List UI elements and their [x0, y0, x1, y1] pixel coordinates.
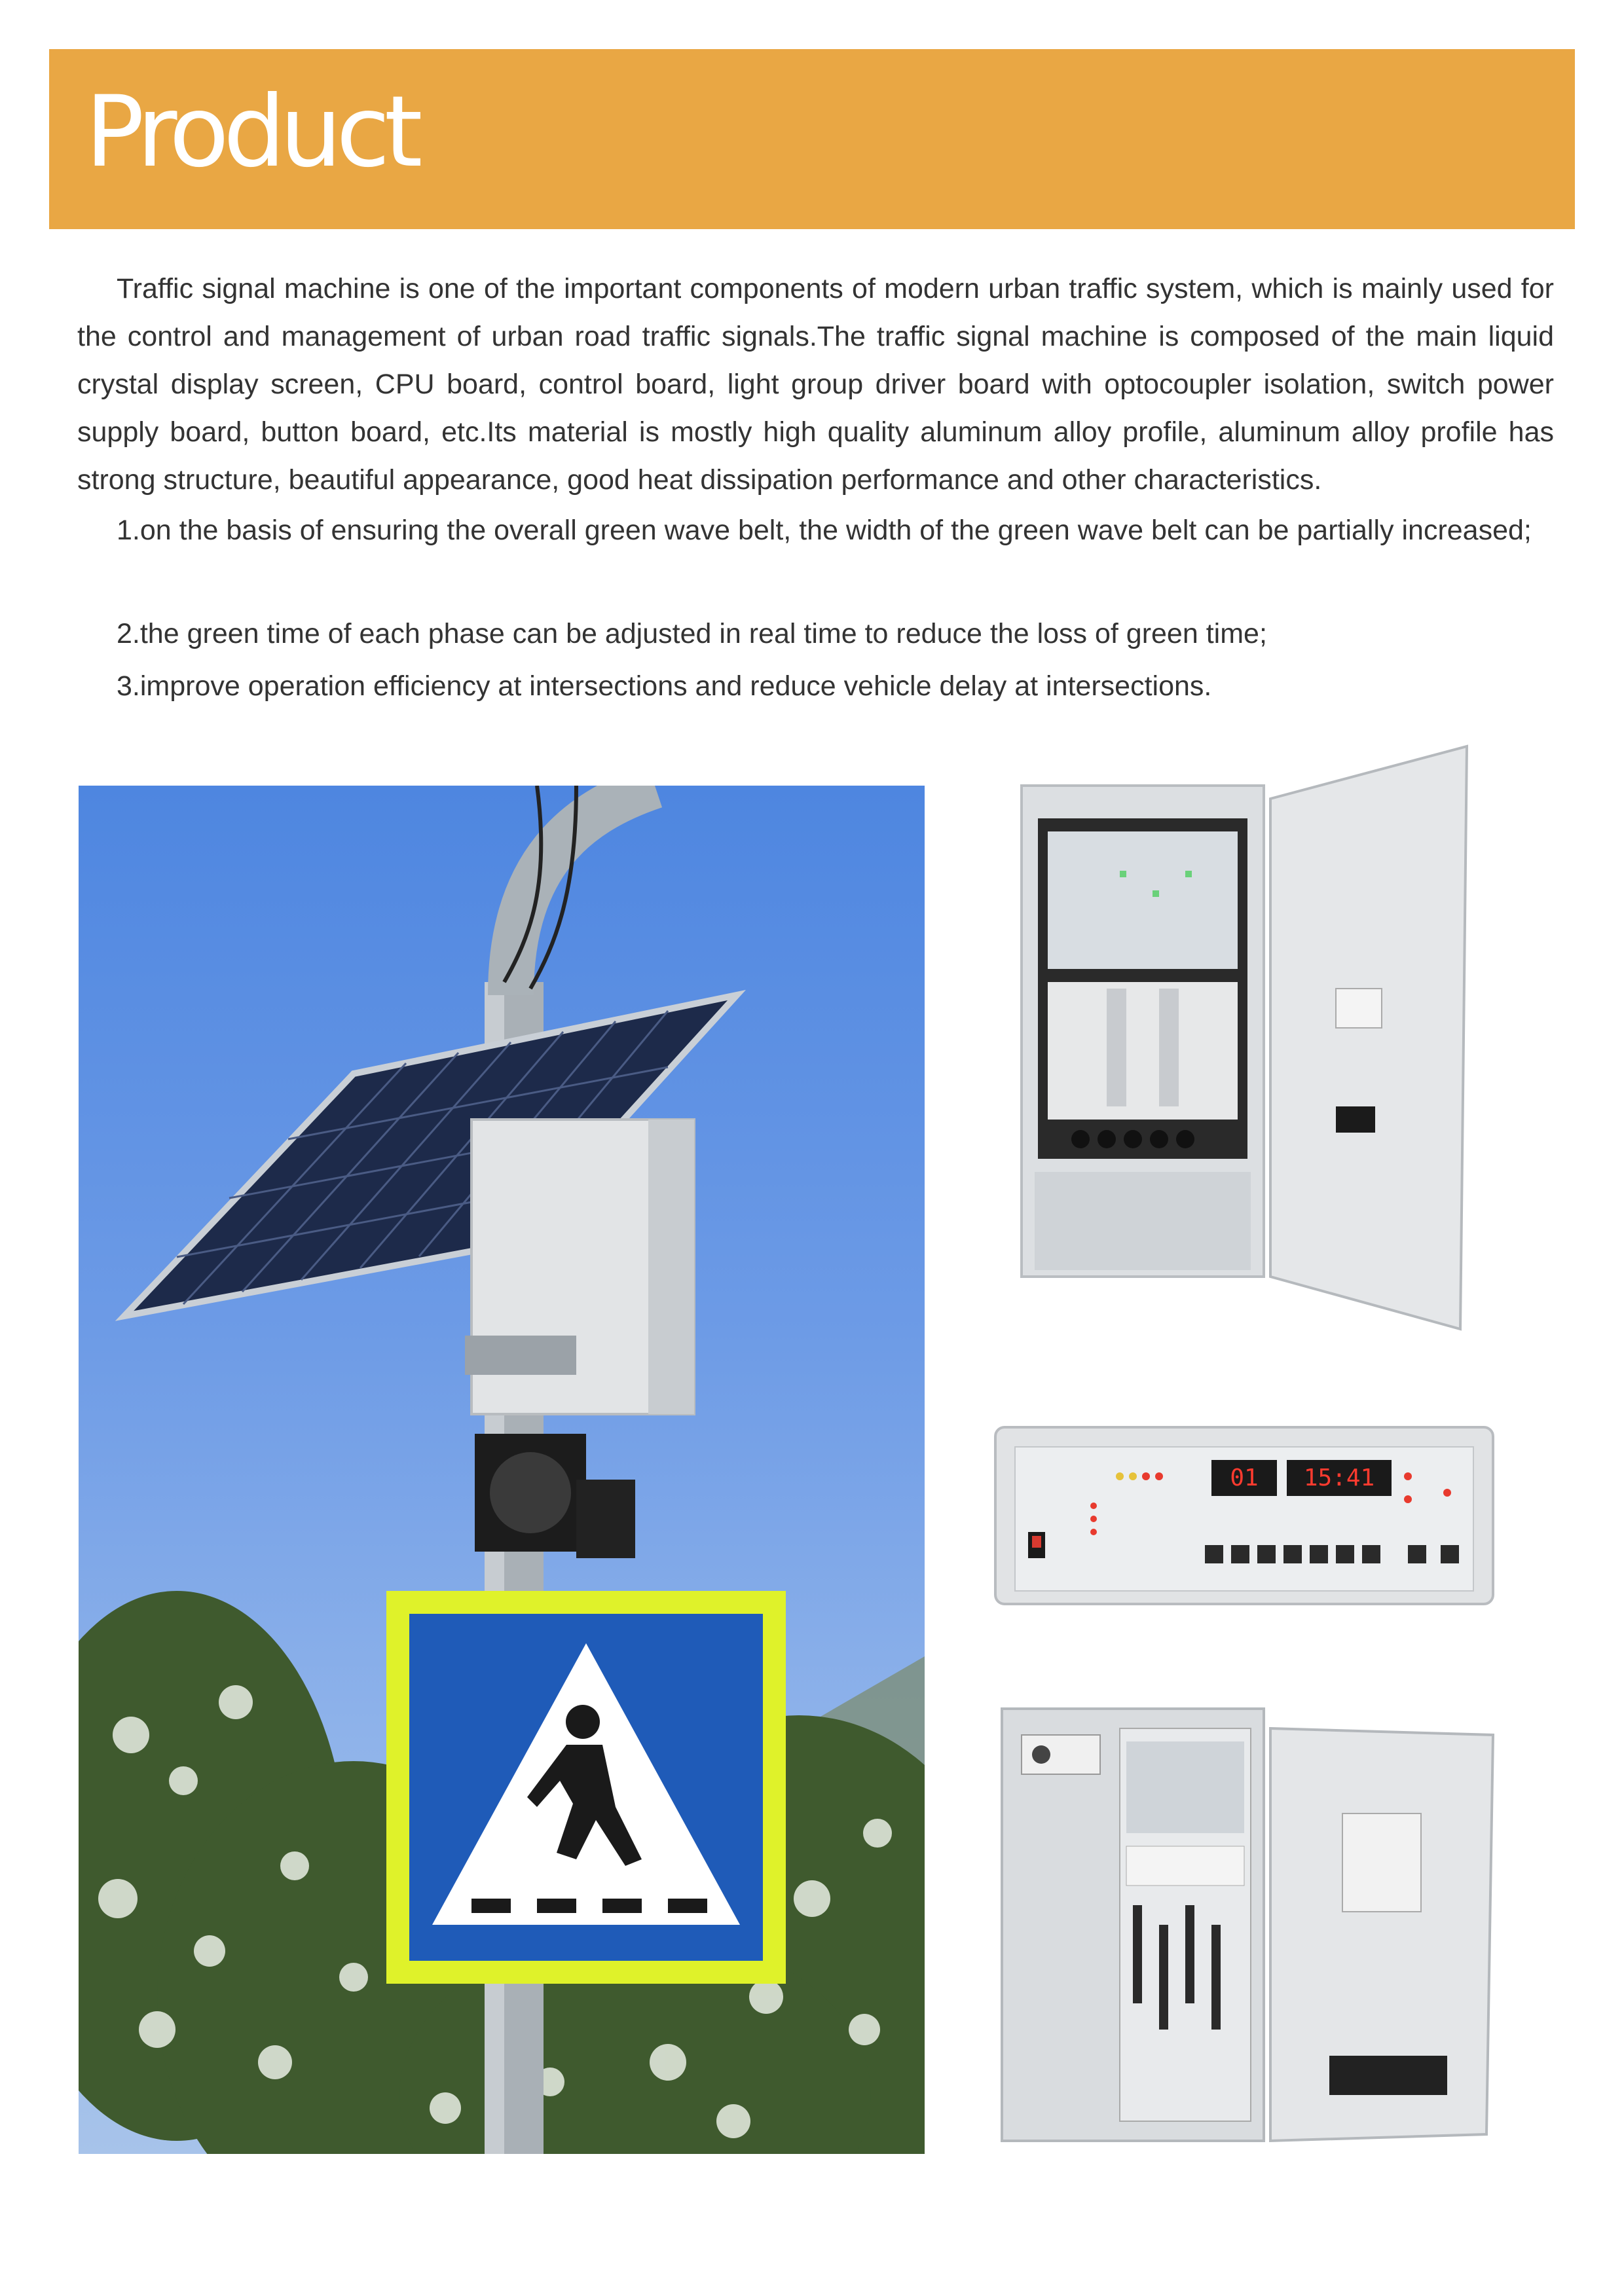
- solar-signal-pole-photo: [79, 786, 925, 2154]
- wiring-cabinet-photo: [989, 1689, 1500, 2160]
- controller-panel-photo: [989, 1414, 1500, 1611]
- page-title: Product: [85, 75, 417, 189]
- panel-display-right: 15:41: [1303, 1465, 1375, 1491]
- intro-paragraph: Traffic signal machine is one of the important components of modern urban traffic system, which is mainly used for the control and management of urban road traffic signals.The traffic signal machine is composed of the main liquid crystal display screen, CPU board, control board, light group driver board with optocoupler isolation, switch power supply board, button board, etc.Its material is mostly high quality aluminum alloy profile, aluminum alloy profile has strong structure, beautiful appearance, good heat dissipation performance and other characteristics.: [77, 273, 1554, 496]
- open-cabinet-photo: [1008, 740, 1480, 1342]
- feature-item-1: 1.on the basis of ensuring the overall green wave belt, the width of the green wave belt can be partially increased;: [117, 515, 1532, 546]
- feature-item-2: 2.the green time of each phase can be adjusted in real time to reduce the loss of green time;: [117, 618, 1267, 649]
- panel-display-left: 01: [1230, 1465, 1259, 1491]
- feature-item-3: 3.improve operation efficiency at intersections and reduce vehicle delay at intersections.: [117, 670, 1212, 702]
- header-banner: [49, 49, 1575, 229]
